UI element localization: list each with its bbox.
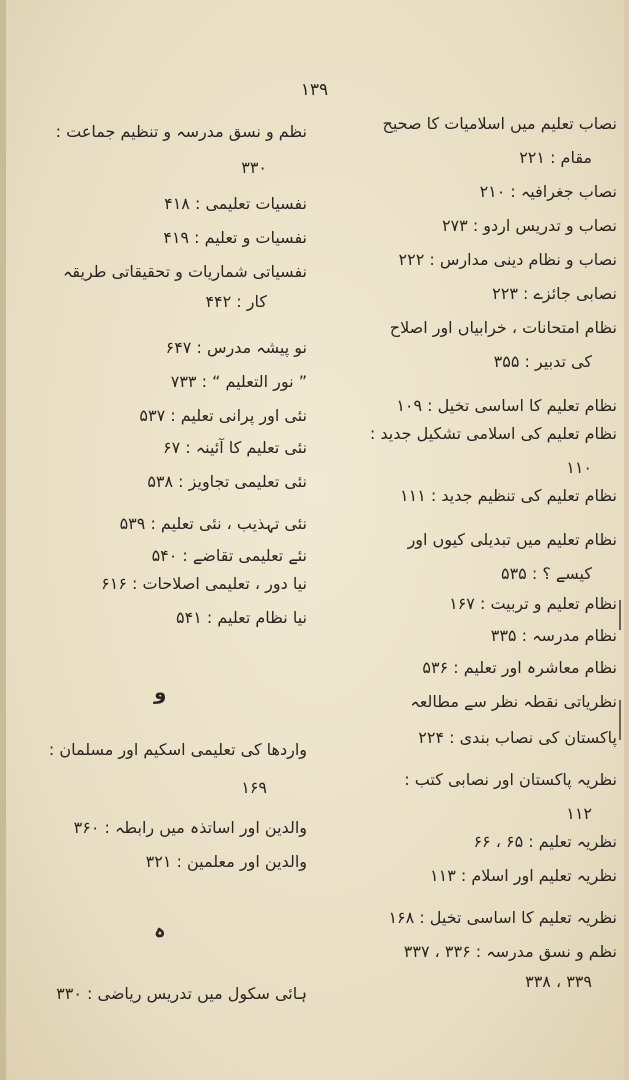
index-entry: ہائی سکول میں تدریس ریاضی : ۳۳۰: [56, 984, 307, 1003]
page-edge-left: [0, 0, 6, 1080]
index-entry: نصاب جغرافیہ : ۲۱۰: [479, 182, 617, 201]
index-entry: نظریہ تعلیم : ۶۵ ، ۶۶: [473, 832, 617, 851]
index-entry: واردھا کی تعلیمی اسکیم اور مسلمان :: [48, 740, 307, 759]
index-entry: نظام تعلیم کی اسلامی تشکیل جدید :: [369, 424, 617, 443]
index-entry: ۱۶۹: [241, 778, 267, 797]
margin-mark: [619, 600, 621, 630]
index-entry: نفسیات تعلیمی : ۴۱۸: [164, 194, 307, 213]
index-entry: ۳۳۰: [241, 158, 267, 177]
index-entry: نفسیاتی شماریات و تحقیقاتی طریقہ: [63, 262, 307, 281]
section-letter: ہ: [154, 918, 166, 942]
index-entry: ” نور التعلیم “ : ۷۳۳: [170, 372, 307, 391]
page-edge-right: [624, 0, 629, 1080]
index-entry: پاکستان کی نصاب بندی : ۲۲۴: [418, 728, 617, 747]
index-entry: نئی تہذیب ، نئی تعلیم : ۵۳۹: [119, 514, 307, 533]
index-entry: نظام تعلیم و تربیت : ۱۶۷: [449, 594, 617, 613]
section-letter: و: [154, 680, 167, 704]
index-entry: کیسے ؟ : ۵۳۵: [500, 564, 592, 583]
index-entry: ۱۱۰: [566, 458, 592, 477]
index-entry: نظم و نسق مدرسہ و تنظیم جماعت :: [55, 122, 307, 141]
index-entry: ۳۳۸ ، ۳۳۹: [525, 972, 592, 991]
index-entry: نصاب و تدریس اردو : ۲۷۳: [441, 216, 617, 235]
index-entry: نظام مدرسہ : ۳۳۵: [490, 626, 617, 645]
index-entry: نظام معاشرہ اور تعلیم : ۵۳۶: [422, 658, 617, 677]
index-entry: والدین اور اساتذہ میں رابطہ : ۳۶۰: [73, 818, 307, 837]
index-entry: کار : ۴۴۲: [205, 292, 267, 311]
page-number: ۱۳۹: [300, 80, 329, 100]
index-entry: نظام تعلیم کا اساسی تخیل : ۱۰۹: [396, 396, 617, 415]
index-entry: نئی اور پرانی تعلیم : ۵۳۷: [139, 406, 307, 425]
index-entry: نظام تعلیم کی تنظیم جدید : ۱۱۱: [400, 486, 617, 505]
index-entry: نئی تعلیمی تجاویز : ۵۳۸: [147, 472, 307, 491]
margin-mark: [619, 700, 621, 740]
index-entry: نئی تعلیم کا آئینہ : ۶۷: [163, 438, 307, 457]
index-entry: نظریہ پاکستان اور نصابی کتب :: [404, 770, 617, 789]
index-entry: نفسیات و تعلیم : ۴۱۹: [163, 228, 307, 247]
index-entry: نظریہ تعلیم اور اسلام : ۱۱۳: [430, 866, 617, 885]
index-entry: نو پیشہ مدرس : ۶۴۷: [165, 338, 307, 357]
index-entry: نیا دور ، تعلیمی اصلاحات : ۶۱۶: [101, 574, 307, 593]
index-entry: والدین اور معلمین : ۳۲۱: [145, 852, 307, 871]
index-entry: نصاب و نظام دینی مدارس : ۲۲۲: [398, 250, 617, 269]
index-entry: نیا نظام تعلیم : ۵۴۱: [176, 608, 307, 627]
index-entry: ۱۱۲: [566, 804, 592, 823]
index-entry: مقام : ۲۲۱: [519, 148, 592, 167]
index-entry: نظم و نسق مدرسہ : ۳۳۶ ، ۳۳۷: [403, 942, 617, 961]
index-entry: نظریاتی نقطہ نظر سے مطالعہ: [410, 692, 617, 711]
index-entry: نظام امتحانات ، خرابیاں اور اصلاح: [389, 318, 617, 337]
index-entry: کی تدبیر : ۳۵۵: [493, 352, 592, 371]
index-entry: نصاب تعلیم میں اسلامیات کا صحیح: [382, 114, 617, 133]
index-entry: نظام تعلیم میں تبدیلی کیوں اور: [407, 530, 617, 549]
index-entry: نئے تعلیمی تقاضے : ۵۴۰: [151, 546, 307, 565]
index-entry: نظریہ تعلیم کا اساسی تخیل : ۱۶۸: [388, 908, 617, 927]
index-entry: نصابی جائزے : ۲۲۳: [492, 284, 617, 303]
